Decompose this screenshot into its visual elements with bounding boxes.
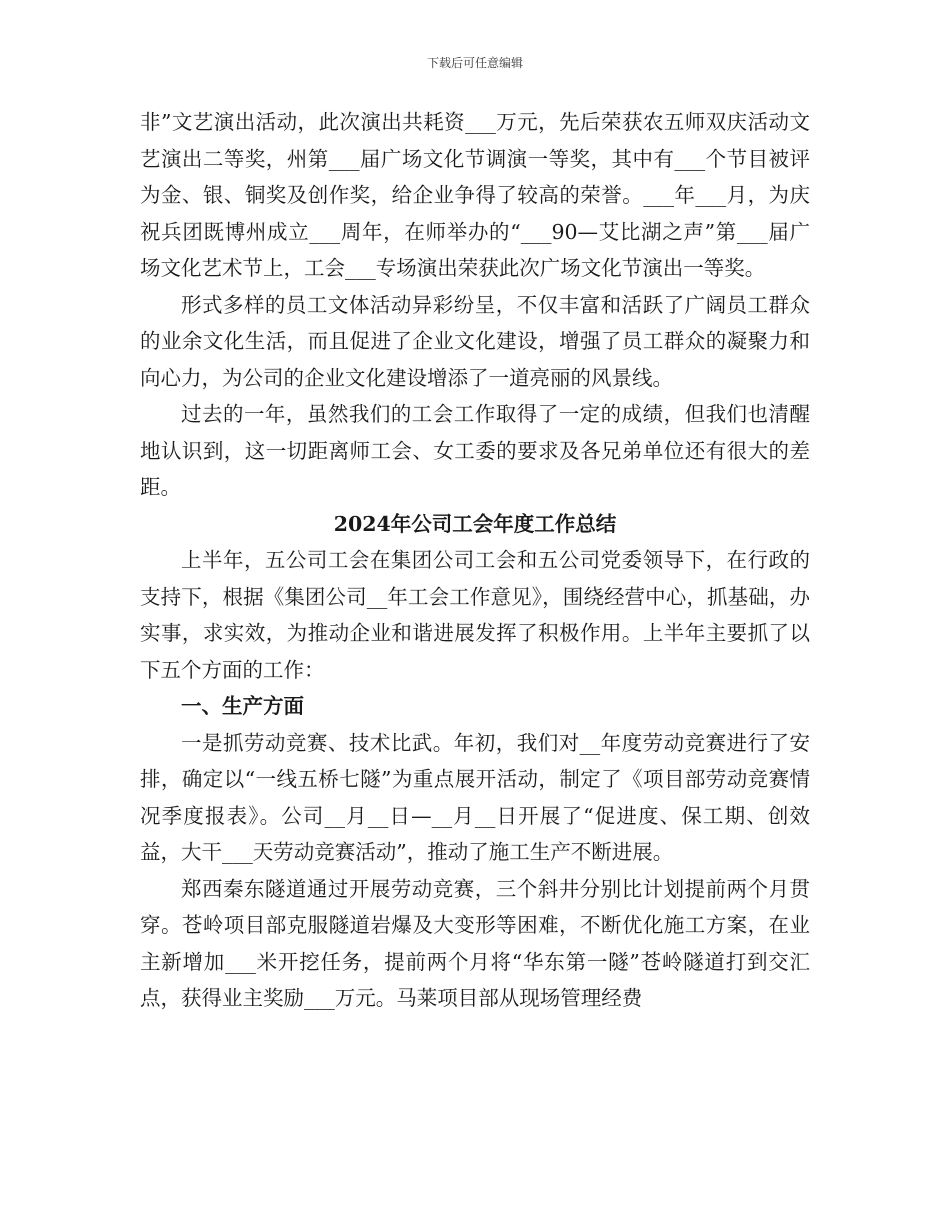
paragraph-4: 上半年，五公司工会在集团公司工会和五公司党委领导下，在行政的支持下，根据《集团公司__年工会工作意见》，围绕经营中心，抓基础，办实事，求实效，为推动企业和谐进展发挥了积极作用。上半年主要抓了以下五个方面的工作：	[140, 548, 810, 682]
paragraph-5: 一是抓劳动竞赛、技术比武。年初，我们对__年度劳动竞赛进行了安排，确定以“一线五桥七隧”为重点展开活动，制定了《项目部劳动竞赛情况季度报表》。公司__月__日—__月__日开展了“促进度、保工期、创效益，大干___天劳动竞赛活动”，推动了施工生产不断进展。	[140, 730, 810, 864]
paragraph-3: 过去的一年，虽然我们的工会工作取得了一定的成绩，但我们也清醒地认识到，这一切距离师工会、女工委的要求及各兄弟单位还有很大的差距。	[140, 402, 810, 499]
document-title: 2024年公司工会年度工作总结	[333, 511, 617, 536]
section-heading: 一、生产方面	[181, 694, 304, 718]
paragraph-1: 非”文艺演出活动，此次演出共耗资___万元，先后荣获农五师双庆活动文艺演出二等奖，州第___届广场文化节调演一等奖，其中有___个节目被评为金、银、铜奖及创作奖，给企业争得了较高的荣誉。___年___月，为庆祝兵团既博州成立___周年，在师举办的“___90—艾比湖之声”第___届广场文化艺术节上，工会___专场演出荣获此次广场文化节演出一等奖。	[140, 110, 810, 280]
paragraph-6: 郑西秦东隧道通过开展劳动竞赛，三个斜井分别比计划提前两个月贯穿。苍岭项目部克服隧道岩爆及大变形等困难，不断优化施工方案，在业主新增加___米开挖任务，提前两个月将“华东第一隧”苍岭隧道打到交汇点，获得业主奖励___万元。马莱项目部从现场管理经费	[140, 876, 810, 1010]
paragraph-2: 形式多样的员工文体活动异彩纷呈，不仅丰富和活跃了广阔员工群众的业余文化生活，而且促进了企业文化建设，增强了员工群众的凝聚力和向心力，为公司的企业文化建设增添了一道亮丽的风景线。	[140, 292, 810, 390]
document-body	[140, 104, 810, 1017]
page-header: 下载后可任意编辑	[426, 56, 523, 70]
